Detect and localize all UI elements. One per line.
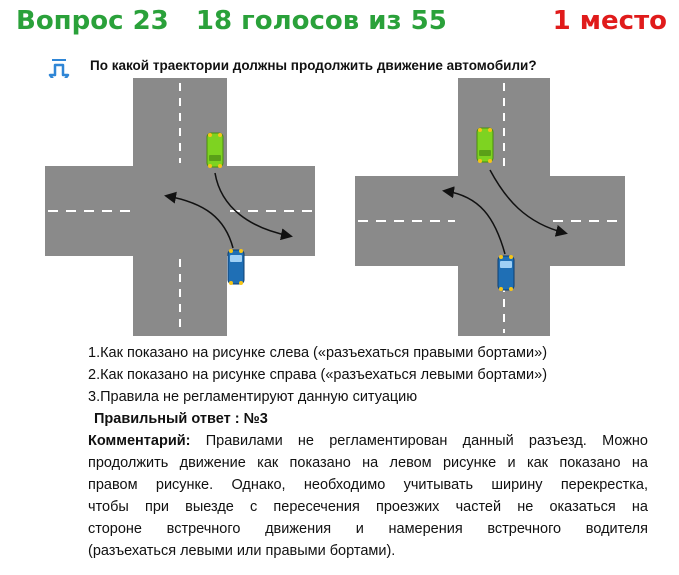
green-car <box>207 133 223 168</box>
answer-options <box>88 342 648 562</box>
comment-line-1: Комментарий: Правилами не регламентирован данный разъезд. Можно <box>88 433 648 449</box>
comment-line-2: продолжить движение как показано на левом рисунке и как показано на <box>88 455 648 471</box>
comment-line-4: чтобы при выезде с пересечения проезжих частей не оказаться на <box>88 499 648 515</box>
correct-answer-value: №3 <box>243 411 268 427</box>
comment-line-3: правом рисунке. Однако, необходимо учитывать ширину перекрестка, <box>88 477 648 493</box>
green-car <box>477 128 493 163</box>
correct-answer <box>88 408 648 430</box>
option-1: 1.Как показано на рисунке слева («разъехаться правыми бортами») <box>88 345 548 361</box>
comment-label: Комментарий: <box>88 433 191 449</box>
question-text: По какой траектории должны продолжить движение автомобили? <box>90 58 537 73</box>
place-label: 1 место <box>552 6 667 36</box>
comment <box>88 430 648 562</box>
intersection-diagram-left <box>45 78 315 336</box>
correct-answer-label: Правильный ответ : <box>94 411 240 427</box>
comment-line-5: стороне встречного движения и намерения встречного водителя <box>88 521 648 537</box>
question-number: Вопрос 23 <box>16 6 169 36</box>
option-3: 3.Правила не регламентируют данную ситуацию <box>88 389 418 405</box>
blue-car <box>498 255 514 291</box>
option-2: 2.Как показано на рисунке справа («разъехаться левыми бортами») <box>88 367 548 383</box>
header-title <box>16 6 447 36</box>
votes-count: 18 голосов из 55 <box>195 6 447 36</box>
blue-car <box>228 249 244 285</box>
comment-line-6: (разъехаться левыми или правыми бортами). <box>88 543 396 559</box>
intersection-diagram-right <box>355 78 625 336</box>
